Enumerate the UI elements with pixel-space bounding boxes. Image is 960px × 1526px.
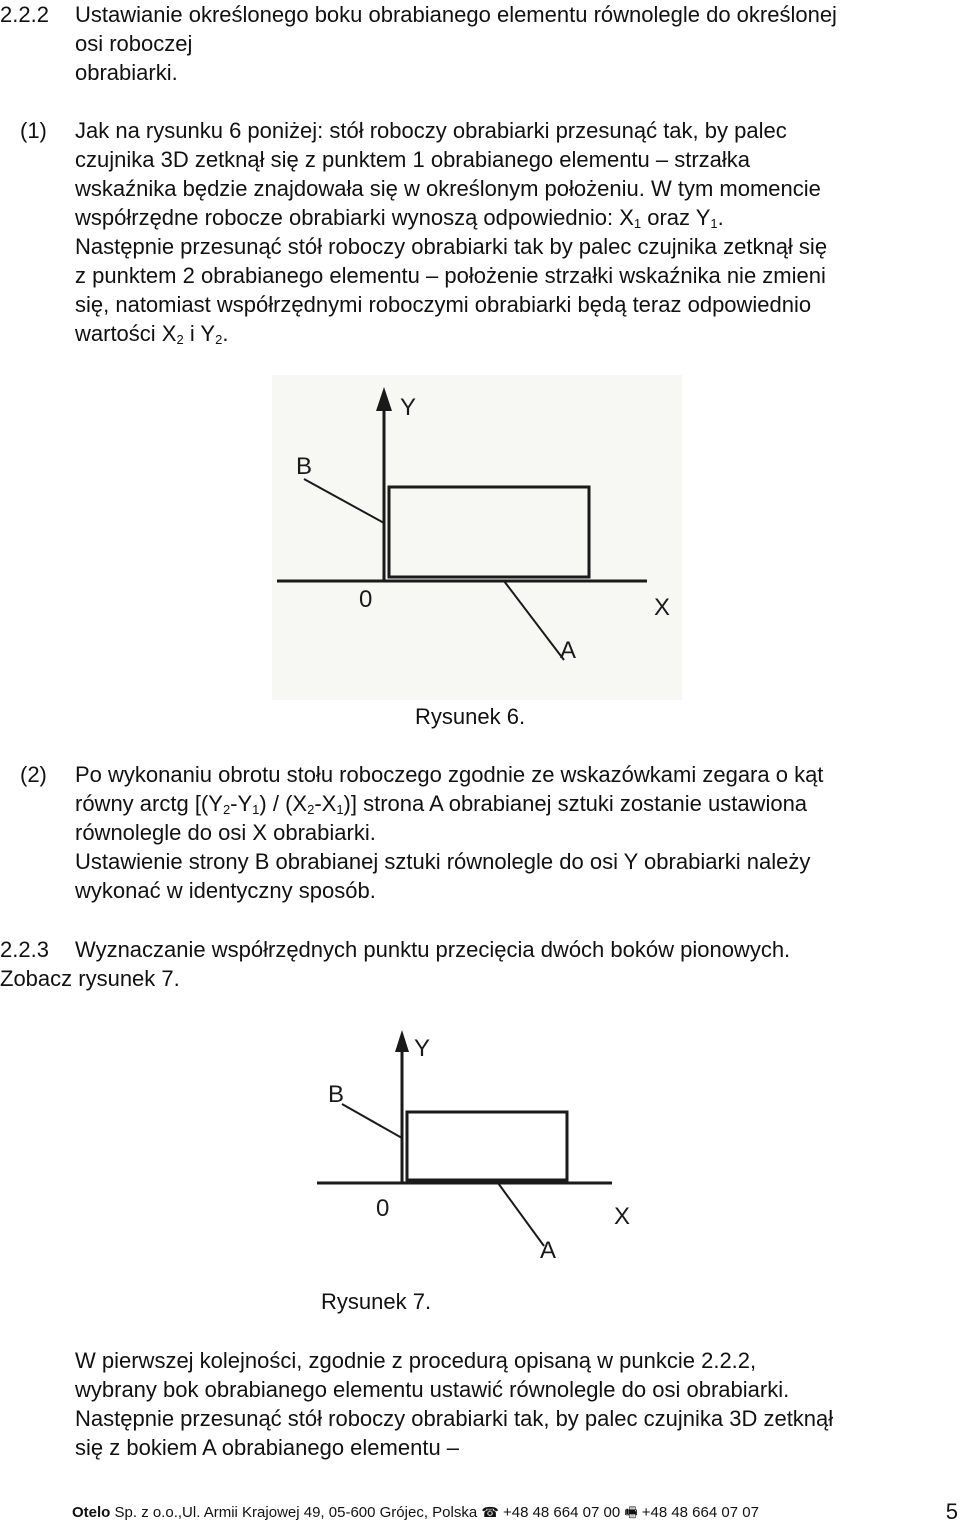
phone-icon: ☎ [481, 1505, 499, 1521]
a-label: A [560, 637, 577, 664]
y-axis-arrow [395, 1030, 409, 1052]
fax-icon: 🖷 [624, 1505, 638, 1521]
origin-label: 0 [359, 586, 373, 613]
fax-number: +48 48 664 07 07 [637, 1504, 759, 1521]
section-number: 2.2.3 [0, 937, 49, 962]
step-number: (2) [20, 762, 47, 787]
final-paragraph: W pierwszej kolejności, zgodnie z procedurą opisaną w punkcie 2.2.2, wybrany bok obrabianego elementu ustawić równolegle do osi obrabiarki. Następnie przesunąć stół roboczy obrabiarki tak, by palec czujnika 3D zetknął się z bokiem A obrabianego elementu – [75, 1348, 834, 1460]
origin-label: 0 [376, 1195, 390, 1222]
workpiece-rect [407, 1112, 567, 1180]
side-a-pointer [498, 1183, 544, 1246]
step-text: Po wykonaniu obrotu stołu roboczego zgodnie ze wskazówkami zegara o kąt równy arctg $[(Y_2-Y_1) / (X_2-X_1)]$ strona A obrabianej sztuki zostanie ustawiona równolegle do osi X obrabiarki. Ustawienie strony B obrabianej sztuki równolegle do osi Y obrabiarki należy wykonać w identyczny sposób. [75, 762, 824, 903]
side-b-pointer [342, 1104, 402, 1138]
y-label: Y [414, 1035, 431, 1062]
x-label: X [654, 594, 671, 621]
step-number: (1) [20, 118, 47, 143]
see-figure-7: Zobacz rysunek 7. [0, 966, 180, 991]
company-address: Sp. z o.o.,Ul. Armii Krajowej 49, 05-600 Grójec, Polska [110, 1504, 482, 1521]
a-label: A [540, 1237, 557, 1264]
company-name: Otelo [72, 1504, 111, 1521]
figure-6-caption: Rysunek 6. [415, 704, 526, 729]
phone-number: +48 48 664 07 00 [498, 1504, 625, 1521]
figure-7 [312, 1018, 642, 1283]
y-label: Y [400, 394, 417, 421]
b-label: B [296, 453, 313, 480]
step-text: Jak na rysunku 6 poniżej: stół roboczy obrabiarki przesunąć tak, by palec czujnika 3D zetknął się z punktem 1 obrabianego elementu – strzałka wskaźnika będzie znajdowała się w określonym położeniu. W tym momencie współrzędne robocze obrabiarki wynoszą odpowiednio: $X_1$ oraz $Y_1$. Następnie przesunąć stół roboczy obrabiarki tak by palec czujnika zetknął się z punktem 2 obrabianego elementu – położenie strzałki wskaźnika nie zmieni się, natomiast współrzędnymi roboczymi obrabiarki będą teraz odpowiednio wartości $X_2$ i $Y_2$. [75, 118, 828, 347]
section-title: Wyznaczanie współrzędnych punktu przecięcia dwóch boków pionowych. [75, 937, 791, 962]
section-title: Ustawianie określonego boku obrabianego elementu równolegle do określonej osi roboczej obrabiarki. [75, 2, 837, 85]
figure-6 [272, 375, 682, 700]
b-label: B [328, 1081, 345, 1108]
page-footer [72, 1503, 759, 1523]
page-number: 5 [945, 1499, 958, 1524]
x-label: X [614, 1203, 631, 1230]
section-number: 2.2.2 [0, 2, 49, 27]
figure-7-caption: Rysunek 7. [321, 1289, 432, 1314]
